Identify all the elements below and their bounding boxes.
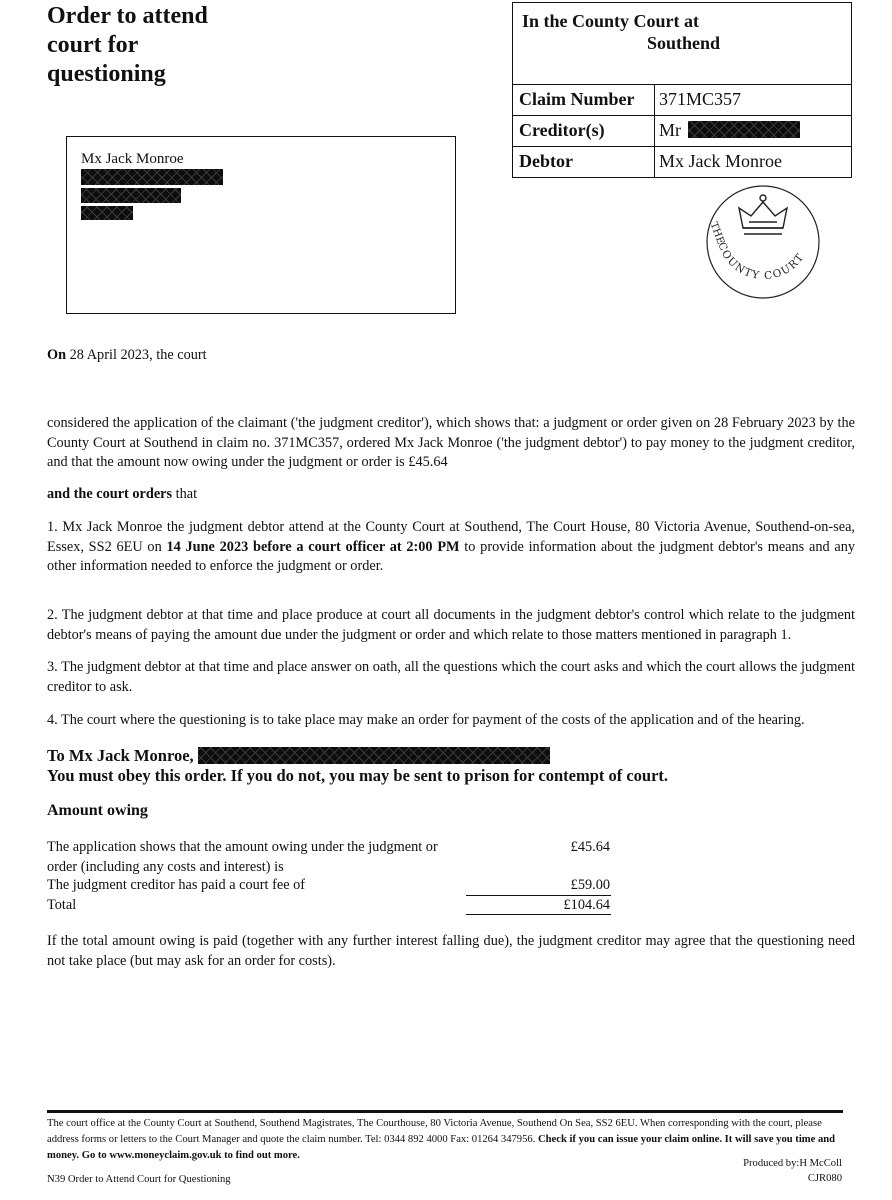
seal-arc-text [715,241,806,283]
debtor-label: Debtor [519,151,573,171]
title-line-1: Order to attend [47,3,208,29]
claim-number-value: 371MC357 [659,89,742,109]
amount-row-fee-label: The judgment creditor has paid a court fee of [47,877,306,893]
court-orders-bold: and the court orders [47,486,173,502]
court-details-box [512,2,852,178]
warning-obey-line: You must obey this order. If you do not, you may be sent to prison for contempt of court. [47,766,669,785]
crown-icon [739,195,787,234]
title-line-2: court for [47,32,139,58]
amount-row-owing-value: £45.64 [570,839,610,855]
amount-row-total-value: £104.64 [563,897,610,913]
debtor-row [513,147,851,178]
address-line-3-redaction [81,206,133,220]
total-bottom-rule [466,914,611,915]
court-heading-line-1: In the County Court at [522,11,700,31]
court-orders-line [47,485,197,505]
creditor-name-redaction [688,121,800,138]
address-line-1-redaction [81,169,223,185]
footer-office-info: The court office at the County Court at Southend, Southend Magistrates, The Courthouse, 80 Victoria Avenue, Southend On Sea, SS2 6EU. When corresponding with the court, please address forms or letters to the Court Manager and quote the claim number. Tel: 0344 892 4000 Fax: 01264 347956. [47,1118,822,1145]
footer-produced-by: Produced by:H McColl [743,1158,842,1169]
para1-text-c: to provide information about the judgment debtor's means and any other information needed to enforce the judgment or order. [47,538,856,574]
warning-address-redaction [198,747,550,764]
amount-row-owing-label: The application shows that the amount owing under the judgment or order (including any costs and interest) is [47,839,438,875]
creditor-value [659,120,800,141]
address-line-2-redaction [81,188,181,203]
order-date-line [47,346,207,366]
amount-owing-heading: Amount owing [47,802,148,819]
warning-addressee: To Mx Jack Monroe, [47,746,194,765]
warning-to-line [47,746,668,766]
claim-number-label: Claim Number [519,89,635,109]
creditor-label: Creditor(s) [519,120,605,140]
addressee-name: Mx Jack Monroe [81,151,184,167]
hearing-date-time: 14 June 2023 before a court officer at 2:00 PM [166,538,460,555]
footer-online-notice: Check if you can issue your claim online. It will save you time and money. Go to www.moneyclaim.gov.uk to find out more. [47,1134,836,1161]
order-paragraph-2: 2. The judgment debtor at that time and place produce at court all documents in the judgment debtor's control which relate to the judgment debtor's means of paying the amount due under the judgment or order and which relate to those matters mentioned in paragraph 1. [47,607,855,643]
order-date-prefix: On [47,347,67,363]
order-date-rest: 28 April 2023, the court [66,347,207,363]
seal-arc-textpath: COUNTY COURT [715,240,807,283]
page-title [47,2,287,89]
address-box [66,136,456,314]
warning-block [47,746,668,786]
court-heading-line-2: Southend [647,33,721,53]
claim-number-row [513,85,851,116]
creditor-row [513,116,851,147]
court-seal-stamp [703,184,823,300]
para1-text-a: 1. Mx Jack Monroe the judgment debtor attend at the County Court at Southend, The Court House, 80 Victoria Avenue, Southend-on-sea, Essex, SS2 6EU on [47,519,855,555]
order-paragraph-4: 4. The court where the questioning is to take place may make an order for payment of the costs of the application and of the hearing. [47,712,805,728]
amount-row-total-label: Total [47,897,77,913]
considered-paragraph: considered the application of the claimant ('the judgment creditor'), which shows that: a judgment or order given on 28 February 2023 by the County Court at Southend in claim no. 371MC357, ordered Mx Jack Monroe ('the judgment debtor') to pay money to the judgment creditor, and that the amount now owing under the judgment or order is £45.64 [47,415,855,470]
order-paragraph-3: 3. The judgment debtor at that time and place answer on oath, all the questions which the court asks and which the court allows the judgment creditor to ask. [47,659,855,695]
creditor-title: Mr [659,120,681,140]
court-heading [513,3,851,85]
title-line-3: questioning [47,61,166,87]
seal-top-text: THE [707,220,726,246]
footer-form-ref: CJR080 [807,1173,842,1184]
footer-rule [47,1110,843,1113]
order-paragraph-1 [47,518,855,577]
closing-paragraph: If the total amount owing is paid (together with any further interest falling due), the judgment creditor may agree that the questioning need not take place (but may ask for an order for costs). [47,933,855,969]
footer-form-name: N39 Order to Attend Court for Questioning [47,1174,231,1185]
debtor-value: Mx Jack Monroe [659,151,782,171]
court-orders-rest: that [172,486,198,502]
amount-row-fee-value: £59.00 [570,877,610,893]
footer-court-office-text [47,1116,847,1164]
